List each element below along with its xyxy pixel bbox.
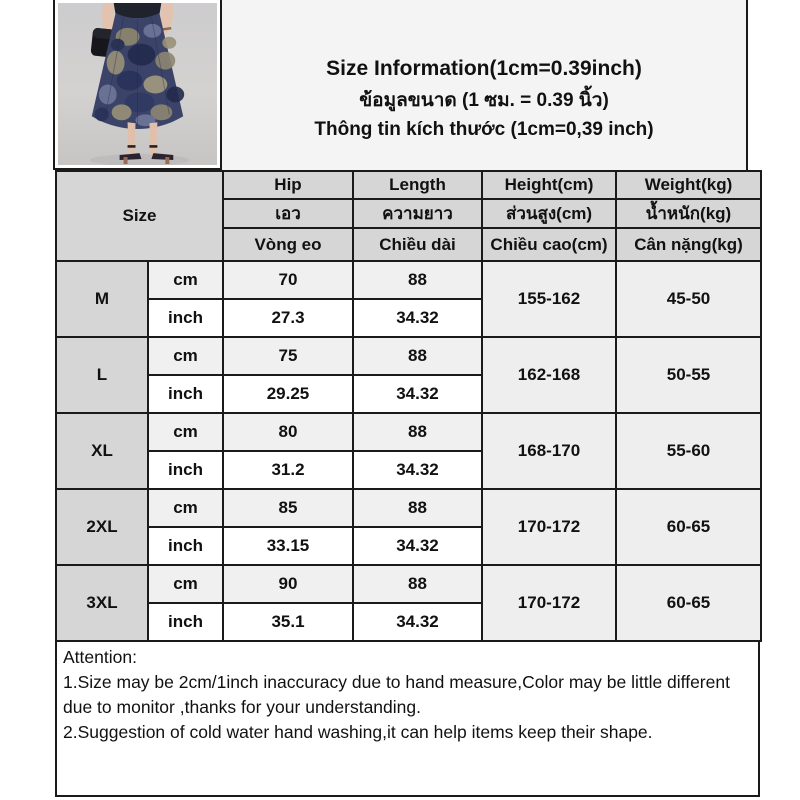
attention-line: 1.Size may be 2cm/1inch inaccuracy due to hand measure,Color may be little different [63, 672, 730, 692]
height-value: 168-170 [482, 413, 616, 489]
unit-cm: cm [148, 565, 223, 603]
skirt-model-illustration [58, 3, 217, 165]
size-table [55, 170, 762, 642]
length-cm-value: 88 [353, 261, 482, 299]
header-row-en [56, 171, 761, 199]
height-value: 170-172 [482, 489, 616, 565]
attention-line: 2.Suggestion of cold water hand washing,it can help items keep their shape. [63, 722, 653, 742]
unit-inch: inch [148, 451, 223, 489]
hip-cm-value: 75 [223, 337, 353, 375]
unit-inch: inch [148, 375, 223, 413]
height-value: 170-172 [482, 565, 616, 641]
size-label: XL [56, 413, 148, 489]
row-3xl-cm [56, 565, 761, 603]
header-height-vi: Chiều cao(cm) [482, 228, 616, 261]
unit-inch: inch [148, 603, 223, 641]
length-inch-value: 34.32 [353, 451, 482, 489]
length-cm-value: 88 [353, 489, 482, 527]
row-l-cm [56, 337, 761, 375]
row-2xl-cm [56, 489, 761, 527]
size-label: 2XL [56, 489, 148, 565]
size-label: L [56, 337, 148, 413]
header-height-th: ส่วนสูง(cm) [482, 199, 616, 228]
unit-cm: cm [148, 489, 223, 527]
hip-cm-value: 80 [223, 413, 353, 451]
title-english: Size Information(1cm=0.39inch) [326, 57, 642, 80]
weight-value: 55-60 [616, 413, 761, 489]
header-hip-th: เอว [223, 199, 353, 228]
attention-line: due to monitor ,thanks for your understanding. [63, 697, 421, 717]
size-info-title-block [222, 0, 748, 170]
row-xl-cm [56, 413, 761, 451]
header-weight-vi: Cân nặng(kg) [616, 228, 761, 261]
product-photo [53, 0, 222, 170]
title-vietnamese: Thông tin kích thước (1cm=0,39 inch) [314, 119, 654, 140]
header-hip-vi: Vòng eo [223, 228, 353, 261]
hip-inch-value: 31.2 [223, 451, 353, 489]
unit-inch: inch [148, 527, 223, 565]
size-label: 3XL [56, 565, 148, 641]
unit-inch: inch [148, 299, 223, 337]
header-weight-th: น้ำหนัก(kg) [616, 199, 761, 228]
row-m-cm [56, 261, 761, 299]
weight-value: 60-65 [616, 565, 761, 641]
size-label: M [56, 261, 148, 337]
attention-note [55, 640, 760, 797]
header-length-en: Length [353, 171, 482, 199]
hip-inch-value: 33.15 [223, 527, 353, 565]
attention-heading: Attention: [63, 647, 137, 667]
length-inch-value: 34.32 [353, 527, 482, 565]
length-cm-value: 88 [353, 565, 482, 603]
header-weight-en: Weight(kg) [616, 171, 761, 199]
header-hip-en: Hip [223, 171, 353, 199]
weight-value: 50-55 [616, 337, 761, 413]
header-height-en: Height(cm) [482, 171, 616, 199]
length-inch-value: 34.32 [353, 299, 482, 337]
unit-cm: cm [148, 413, 223, 451]
height-value: 155-162 [482, 261, 616, 337]
hip-inch-value: 29.25 [223, 375, 353, 413]
hip-inch-value: 27.3 [223, 299, 353, 337]
unit-cm: cm [148, 337, 223, 375]
header-length-th: ความยาว [353, 199, 482, 228]
length-inch-value: 34.32 [353, 603, 482, 641]
weight-value: 60-65 [616, 489, 761, 565]
unit-cm: cm [148, 261, 223, 299]
hip-inch-value: 35.1 [223, 603, 353, 641]
size-header: Size [56, 171, 223, 261]
hip-cm-value: 90 [223, 565, 353, 603]
length-cm-value: 88 [353, 337, 482, 375]
length-cm-value: 88 [353, 413, 482, 451]
header-length-vi: Chiều dài [353, 228, 482, 261]
height-value: 162-168 [482, 337, 616, 413]
length-inch-value: 34.32 [353, 375, 482, 413]
hip-cm-value: 70 [223, 261, 353, 299]
title-thai: ข้อมูลขนาด (1 ซม. = 0.39 นิ้ว) [359, 90, 609, 111]
weight-value: 45-50 [616, 261, 761, 337]
hip-cm-value: 85 [223, 489, 353, 527]
